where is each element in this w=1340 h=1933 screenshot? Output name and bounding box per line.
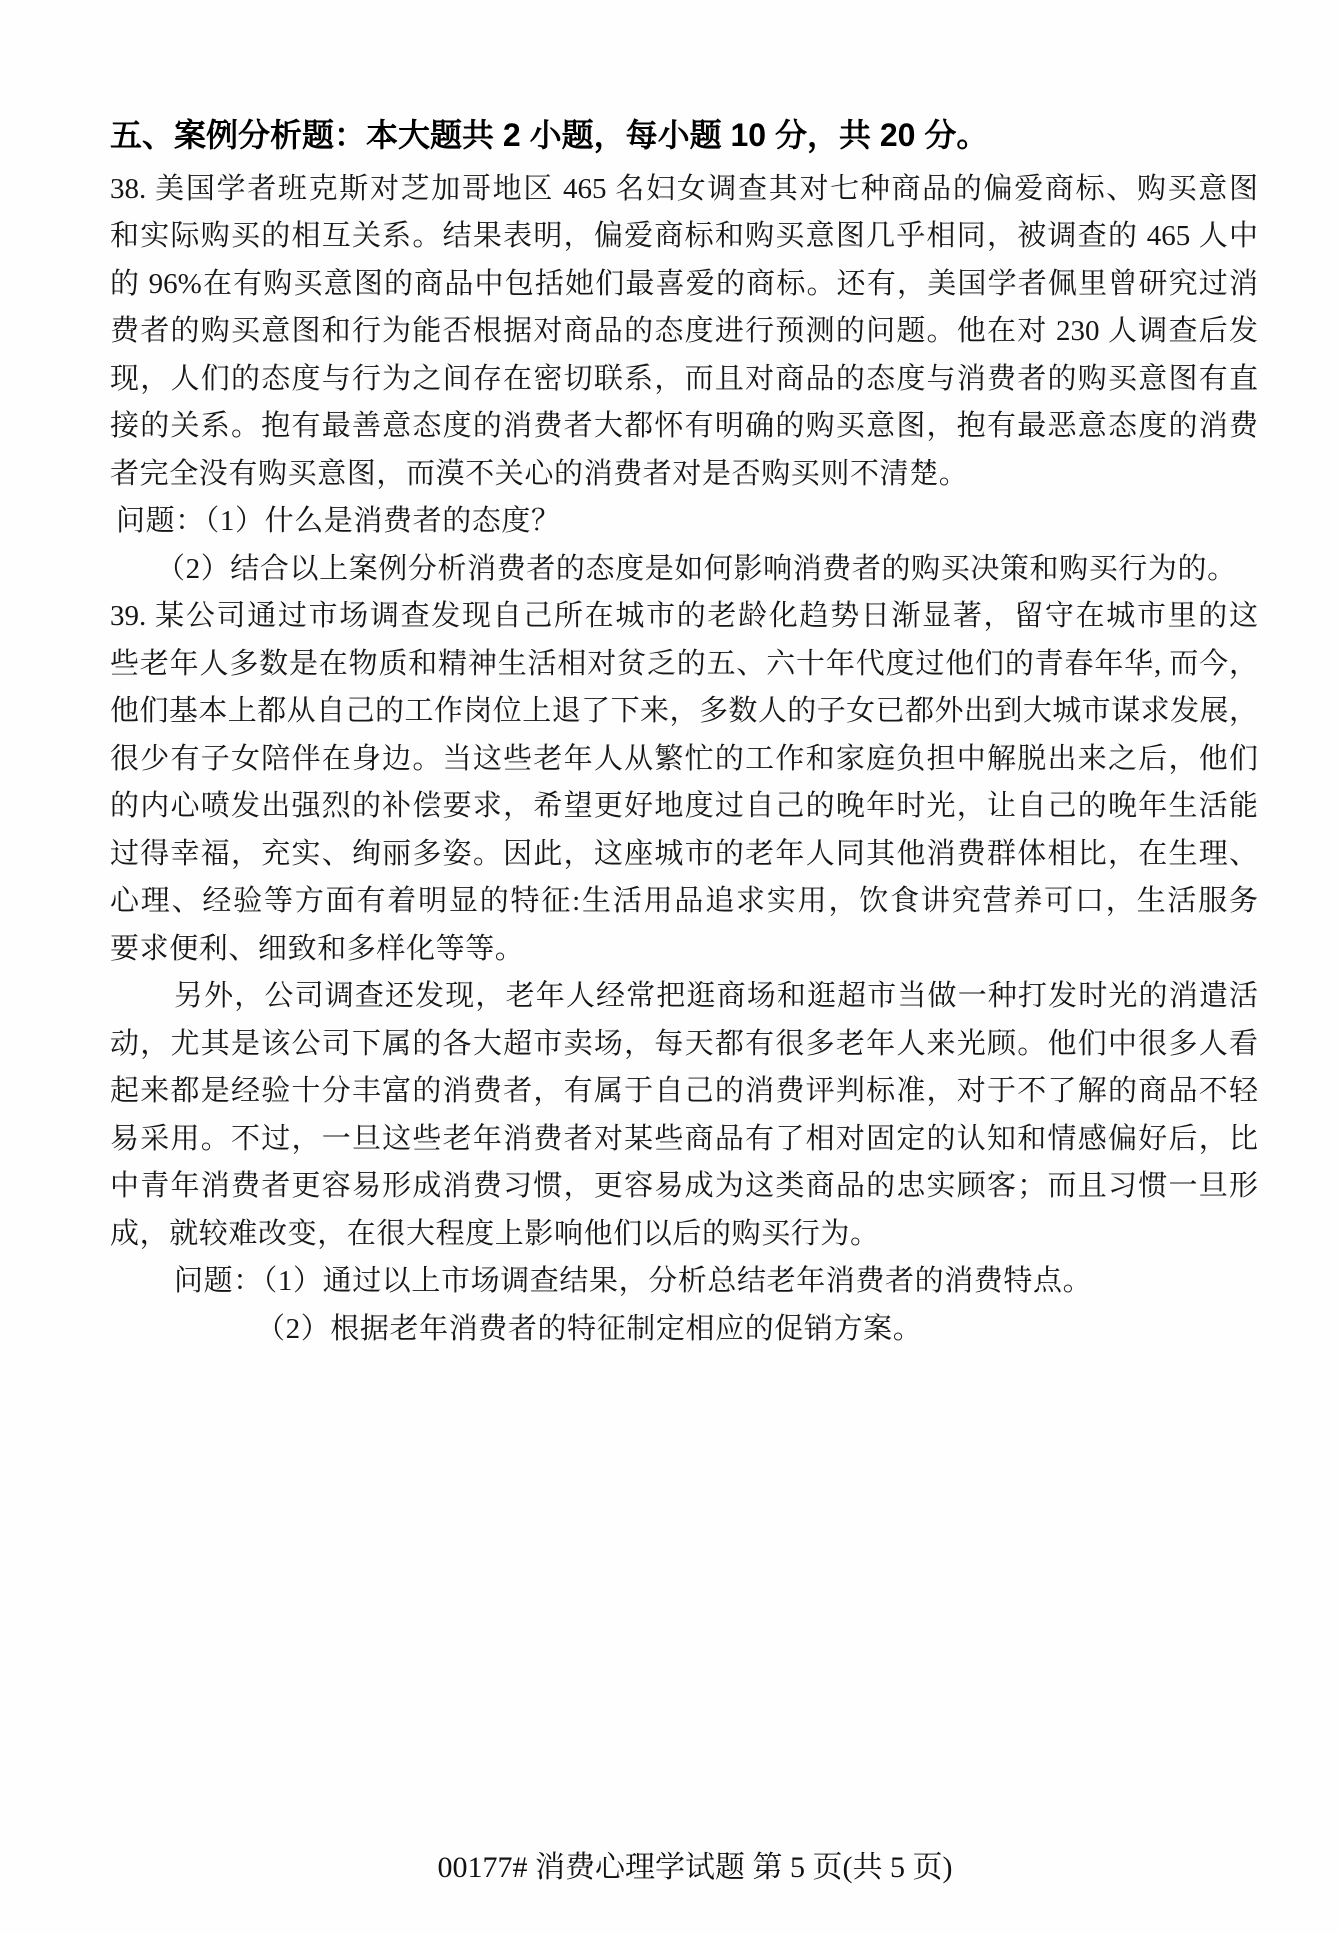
text-line: 接的关系。抱有最善意态度的消费者大都怀有明确的购买意图，抱有最恶意态度的消费 [110,410,1258,442]
text-line: 者完全没有购买意图，而漠不关心的消费者对是否购买则不清楚。 [110,457,969,490]
text-line: 问题：（1）通过以上市场调查结果，分析总结老年消费者的消费特点。 [174,1265,1093,1297]
text-line: （2）结合以上案例分析消费者的态度是如何影响消费者的购买决策和购买行为的。 [156,552,1237,585]
text-line: 39. 某公司通过市场调查发现自己所在城市的老龄化趋势日渐显著，留守在城市里的这 [110,600,1258,632]
text-line: 要求便利、细致和多样化等等。 [110,932,525,965]
text-line: 费者的购买意图和行为能否根据对商品的态度进行预测的问题。他在对 230 人调查后发 [110,315,1258,347]
text-line: 的内心喷发出强烈的补偿要求，希望更好地度过自己的晚年时光，让自己的晚年生活能 [110,790,1258,822]
text-line: 起来都是经验十分丰富的消费者，有属于自己的消费评判标准，对于不了解的商品不轻 [110,1075,1258,1107]
text-line: 成，就较难改变，在很大程度上影响他们以后的购买行为。 [110,1217,880,1250]
text-line: 动，尤其是该公司下属的各大超市卖场，每天都有很多老年人来光顾。他们中很多人看 [110,1027,1258,1060]
text-line: 问题：（1）什么是消费者的态度？ [116,505,561,537]
text-line: 他们基本上都从自己的工作岗位上退了下来，多数人的子女已都外出到大城市谋求发展， [110,695,1258,727]
exam-content [110,112,1258,1353]
text-line: 些老年人多数是在物质和精神生活相对贫乏的五、六十年代度过他们的青春年华, 而今， [110,647,1258,680]
text-line: 心理、经验等方面有着明显的特征:生活用品追求实用，饮食讲究营养可口，生活服务 [110,885,1258,917]
text-line: 中青年消费者更容易形成消费习惯，更容易成为这类商品的忠实顾客；而且习惯一旦形 [110,1170,1258,1202]
text-line: 38. 美国学者班克斯对芝加哥地区 465 名妇女调查其对七种商品的偏爱商标、购买意图 [110,172,1258,205]
text-line: 另外，公司调查还发现，老年人经常把逛商场和逛超市当做一种打发时光的消遣活 [174,980,1258,1012]
text-line: 过得幸福，充实、绚丽多姿。因此，这座城市的老年人同其他消费群体相比，在生理、 [110,837,1258,870]
section-heading: 五、案例分析题：本大题共 2 小题，每小题 10 分，共 20 分。 [110,117,989,153]
text-line: 易采用。不过，一旦这些老年消费者对某些商品有了相对固定的认知和情感偏好后，比 [110,1122,1258,1155]
text-line: 很少有子女陪伴在身边。当这些老年人从繁忙的工作和家庭负担中解脱出来之后，他们 [110,742,1258,775]
text-line: 的 96%在有购买意图的商品中包括她们最喜爱的商标。还有，美国学者佩里曾研究过消 [110,267,1258,300]
text-line: 和实际购买的相互关系。结果表明，偏爱商标和购买意图几乎相同，被调查的 465 人中 [110,220,1258,252]
text-line: （2）根据老年消费者的特征制定相应的促销方案。 [256,1312,923,1345]
page-footer: 00177# 消费心理学试题 第 5 页(共 5 页) [437,1851,953,1884]
text-line: 现，人们的态度与行为之间存在密切联系，而且对商品的态度与消费者的购买意图有直 [110,362,1258,395]
case-analysis-body [110,166,1258,1354]
